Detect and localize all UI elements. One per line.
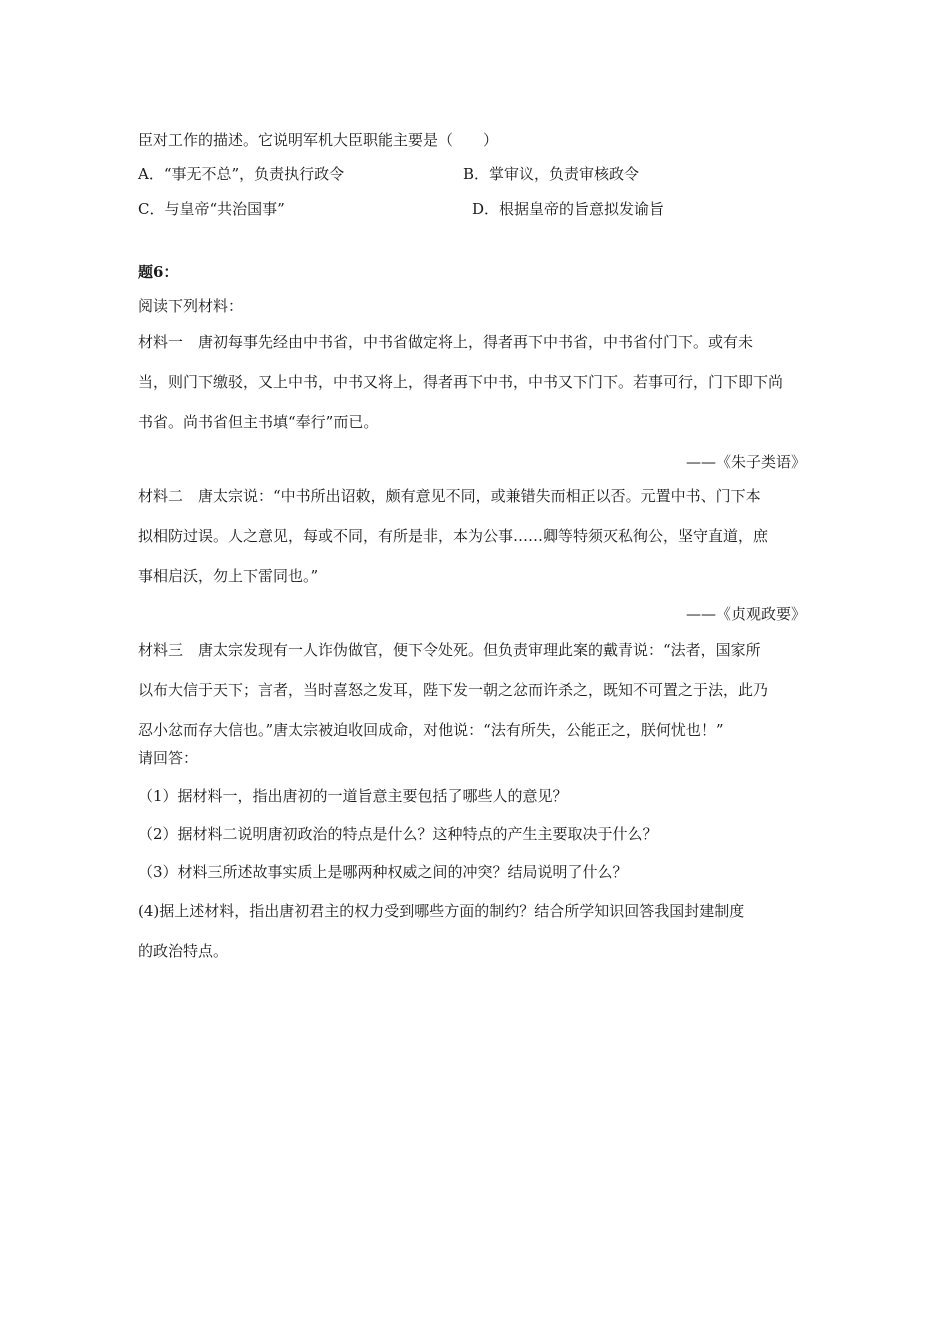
material1-source: ——《朱子类语》 [685, 453, 806, 471]
question5-stem: 臣对工作的描述。它说明军机大臣职能主要是（ ） [138, 131, 499, 149]
question6-title: 题6： [138, 263, 179, 281]
sub-question-2: （2）据材料二说明唐初政治的特点是什么？这种特点的产生主要取决于什么？ [138, 825, 658, 843]
option-a: A．“事无不总”，负责执行政令 [138, 165, 345, 183]
sub-question-4-line2: 的政治特点。 [138, 942, 229, 960]
material2-line2: 拟相防过误。人之意见，每或不同，有所是非，本为公事……卿等特须灭私徇公，坚守直道，庶 [138, 527, 769, 545]
sub-question-1: （1）据材料一，指出唐初的一道旨意主要包括了哪些人的意见？ [138, 787, 568, 805]
material2-line1: 材料二 唐太宗说：“中书所出诏敕，颇有意见不同，或兼错失而相正以否。元置中书、门下本 [138, 487, 761, 505]
material2-line3: 事相启沃，勿上下雷同也。” [138, 567, 319, 585]
option-d: D．根据皇帝的旨意拟发谕旨 [472, 200, 665, 218]
material3-line1: 材料三 唐太宗发现有一人诈伪做官，便下令处死。但负责审理此案的戴青说：“法者，国家所 [138, 641, 761, 659]
question5-options-row1 [138, 164, 818, 184]
sub-question-3: （3）材料三所述故事实质上是哪两种权威之间的冲突？结局说明了什么？ [138, 863, 628, 881]
option-c: C．与皇帝“共治国事” [138, 200, 285, 218]
answer-prompt: 请回答： [138, 749, 199, 767]
material2-source: ——《贞观政要》 [685, 605, 806, 623]
material3-line2: 以布大信于天下；言者，当时喜怒之发耳，陛下发一朝之忿而许杀之，既知不可置之于法，此乃 [138, 681, 769, 699]
material1-line3: 书省。尚书省但主书填“奉行”而已。 [138, 413, 379, 431]
question5-options-row2 [138, 199, 818, 219]
material1-line1: 材料一 唐初每事先经由中书省，中书省做定将上，得者再下中书省，中书省付门下。或有未 [138, 333, 754, 351]
material3-line3: 忍小忿而存大信也。”唐太宗被迫收回成命，对他说：“法有所失，公能正之，朕何忧也！” [138, 721, 724, 739]
question6-intro: 阅读下列材料： [138, 297, 244, 315]
material1-line2: 当，则门下缴驳，又上中书，中书又将上，得者再下中书，中书又下门下。若事可行，门下即下尚 [138, 373, 784, 391]
option-b: B．掌审议，负责审核政令 [463, 165, 640, 183]
sub-question-4-line1: (4)据上述材料，指出唐初君主的权力受到哪些方面的制约？结合所学知识回答我国封建制度 [138, 902, 745, 920]
